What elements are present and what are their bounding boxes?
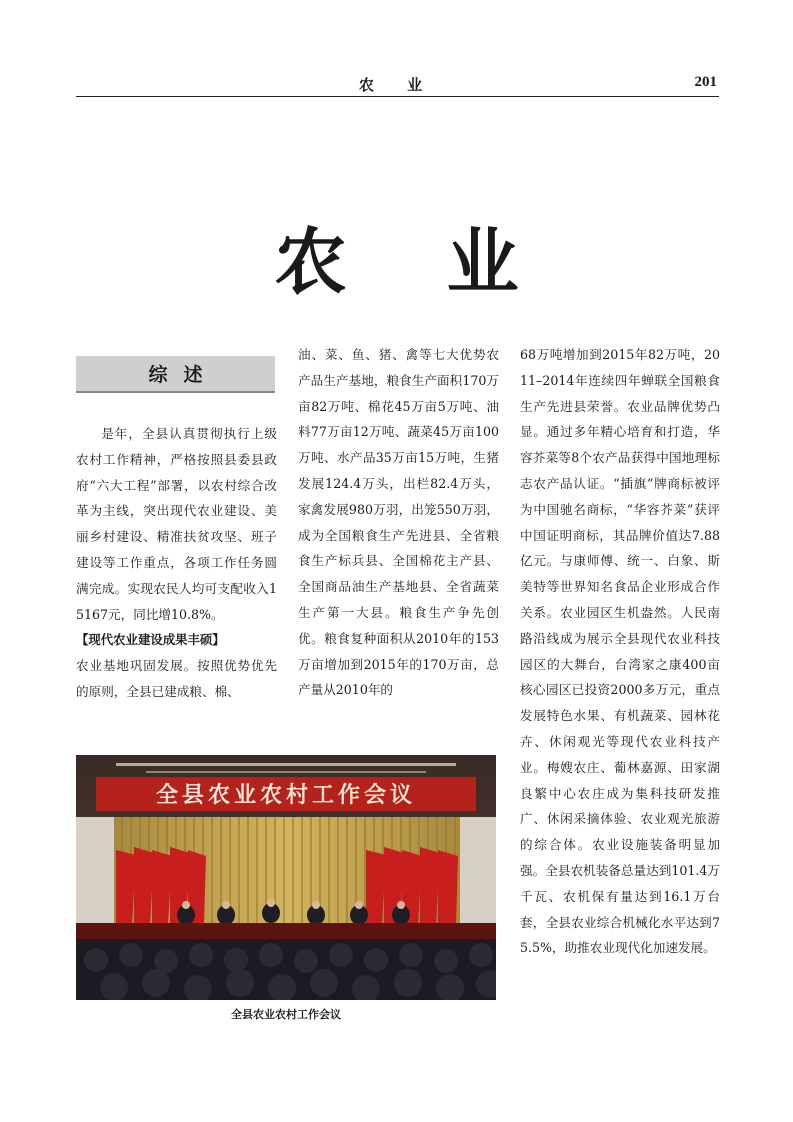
- photo-banner-text: 全县农业农村工作会议: [155, 783, 417, 808]
- paragraph-continued-2: 68万吨增加到2015年82万吨，2011–2014年连续四年蝉联全国粮食生产先进县荣誉。农业品牌优势凸显。通过多年精心培育和打造，华容芥菜等8个农产品获得中国地理标志农产品认证。“插旗”牌商标被评为中国驰名商标，“华容芥菜”获评中国证明商标，其品牌价值达7.88亿元。与康师傅、统一、白象、斯美特等世界知名食品企业形成合作关系。农业园区生机盎然。人民南路沿线成为展示全县现代农业科技园区的大舞台，台湾家之康400亩核心园区已投资2000多万元，重点发展特色水果、有机蔬菜、园林花卉、休闲观光等现代农业科技产业。梅嫂农庄、葡林嘉源、田家湖良繁中心农庄成为集科技研发推广、休闲采摘体验、农业观光旅游的综合体。农业设施装备明显加强。全县农机装备总量达到101.4万千瓦、农机保有量达到16.1万台套，全县农业综合机械化水平达到75.5%，助推农业现代化加速发展。: [520, 347, 720, 956]
- running-header: [76, 74, 719, 97]
- text-column-3: [520, 342, 720, 961]
- paragraph-agri-base: 农业基地巩固发展。按照优势优先的原则，全县已建成粮、棉、: [76, 658, 277, 699]
- section-heading: 综述: [148, 364, 219, 386]
- subsection-heading: 【现代农业建设成果丰硕】: [76, 632, 225, 648]
- chapter-title: 农业: [274, 219, 619, 304]
- text-column-2: [298, 342, 499, 703]
- photo-caption: 全县农业农村工作会议: [231, 1008, 341, 1021]
- text-column-1: [76, 421, 277, 705]
- section-heading-box: [76, 356, 275, 393]
- paragraph-intro: 是年，全县认真贯彻执行上级农村工作精神，严格按照县委县政府“六大工程”部署，以农村综合改革为主线，突出现代农业建设、美丽乡村建设、精准扶贫攻坚、班子建设等工作重点，各项工作任务圆满完成。实现农民人均可支配收入15167元，同比增10.8%。: [76, 426, 277, 622]
- meeting-photo: [76, 755, 496, 1000]
- paragraph-continued: 油、菜、鱼、猪、禽等七大优势农产品生产基地，粮食生产面积170万亩82万吨、棉花45万亩5万吨、油料77万亩12万吨、蔬菜45万亩100万吨、水产品35万亩15万吨，生猪发展124.4万头，出栏82.4万头，家禽发展980万羽，出笼550万羽，成为全国粮食生产先进县、全省粮食生产标兵县、全国棉花主产县、全国商品油生产基地县、全省蔬菜生产第一大县。粮食生产争先创优。粮食复种面积从2010年的153万亩增加到2015年的170万亩，总产量从2010年的: [298, 347, 499, 698]
- page-number: 201: [694, 74, 717, 90]
- running-header-title: 农 业: [358, 76, 437, 94]
